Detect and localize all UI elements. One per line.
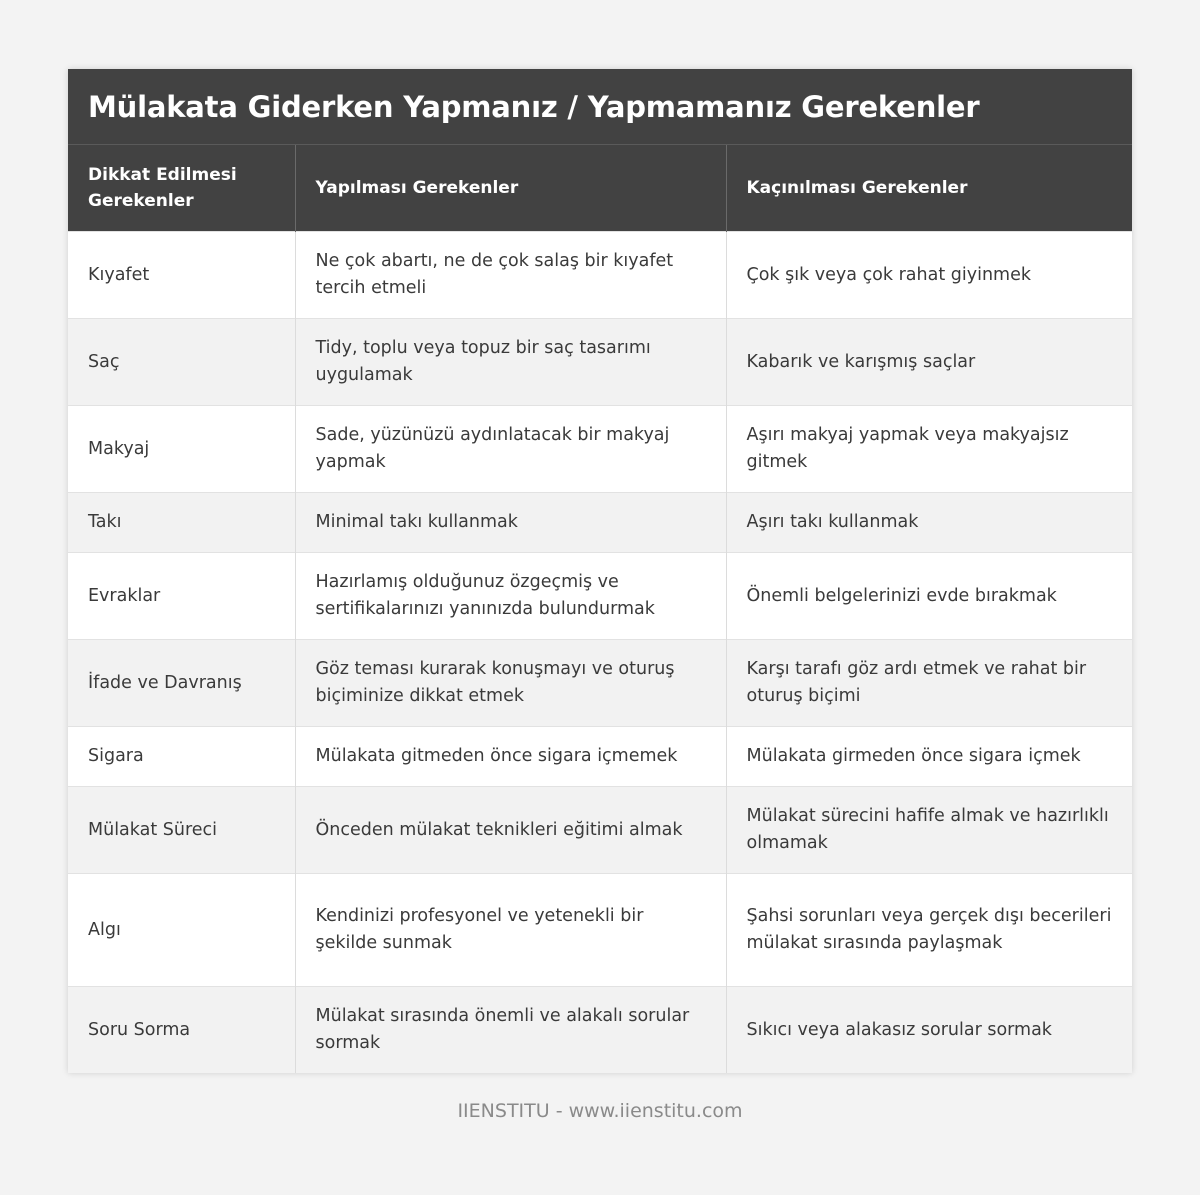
table-row (68, 553, 1132, 640)
cell-dont: Önemli belgelerinizi evde bırakmak (726, 553, 1132, 640)
cell-topic: Makyaj (68, 406, 295, 493)
cell-topic: Mülakat Süreci (68, 787, 295, 874)
cell-do: Önceden mülakat teknikleri eğitimi almak (295, 787, 726, 874)
cell-do: Ne çok abartı, ne de çok salaş bir kıyafet tercih etmeli (295, 232, 726, 319)
cell-do: Mülakata gitmeden önce sigara içmemek (295, 727, 726, 787)
table-title: Mülakata Giderken Yapmanız / Yapmamanız Gerekenler (68, 69, 1132, 145)
table-row (68, 727, 1132, 787)
cell-topic: Kıyafet (68, 232, 295, 319)
cell-topic: Takı (68, 493, 295, 553)
table-row (68, 787, 1132, 874)
cell-dont: Şahsi sorunları veya gerçek dışı becerileri mülakat sırasında paylaşmak (726, 874, 1132, 987)
table-row (68, 987, 1132, 1074)
cell-do: Göz teması kurarak konuşmayı ve oturuş biçiminize dikkat etmek (295, 640, 726, 727)
column-header-dos: Yapılması Gerekenler (295, 145, 726, 232)
cell-do: Tidy, toplu veya topuz bir saç tasarımı uygulamak (295, 319, 726, 406)
table-row (68, 640, 1132, 727)
cell-do: Minimal takı kullanmak (295, 493, 726, 553)
table-row (68, 319, 1132, 406)
cell-topic: Sigara (68, 727, 295, 787)
footer-credit: IIENSTITU - www.iienstitu.com (457, 1100, 743, 1122)
cell-dont: Çok şık veya çok rahat giyinmek (726, 232, 1132, 319)
cell-dont: Kabarık ve karışmış saçlar (726, 319, 1132, 406)
cell-dont: Aşırı makyaj yapmak veya makyajsız gitmek (726, 406, 1132, 493)
cell-do: Sade, yüzünüzü aydınlatacak bir makyaj yapmak (295, 406, 726, 493)
cell-dont: Karşı tarafı göz ardı etmek ve rahat bir oturuş biçimi (726, 640, 1132, 727)
cell-topic: Saç (68, 319, 295, 406)
cell-dont: Aşırı takı kullanmak (726, 493, 1132, 553)
cell-dont: Mülakata girmeden önce sigara içmek (726, 727, 1132, 787)
table-row (68, 232, 1132, 319)
cell-dont: Mülakat sürecini hafife almak ve hazırlıklı olmamak (726, 787, 1132, 874)
cell-topic: Soru Sorma (68, 987, 295, 1074)
cell-dont: Sıkıcı veya alakasız sorular sormak (726, 987, 1132, 1074)
column-header-topic: Dikkat Edilmesi Gerekenler (68, 145, 295, 232)
header-row (68, 145, 1132, 232)
cell-topic: Algı (68, 874, 295, 987)
column-header-donts: Kaçınılması Gerekenler (726, 145, 1132, 232)
cell-topic: İfade ve Davranış (68, 640, 295, 727)
cell-topic: Evraklar (68, 553, 295, 640)
table-row (68, 493, 1132, 553)
cell-do: Kendinizi profesyonel ve yetenekli bir şekilde sunmak (295, 874, 726, 987)
cell-do: Hazırlamış olduğunuz özgeçmiş ve sertifikalarınızı yanınızda bulundurmak (295, 553, 726, 640)
table-row (68, 874, 1132, 987)
guidelines-table (68, 145, 1132, 1073)
table-card (68, 69, 1132, 1073)
table-row (68, 406, 1132, 493)
cell-do: Mülakat sırasında önemli ve alakalı sorular sormak (295, 987, 726, 1074)
